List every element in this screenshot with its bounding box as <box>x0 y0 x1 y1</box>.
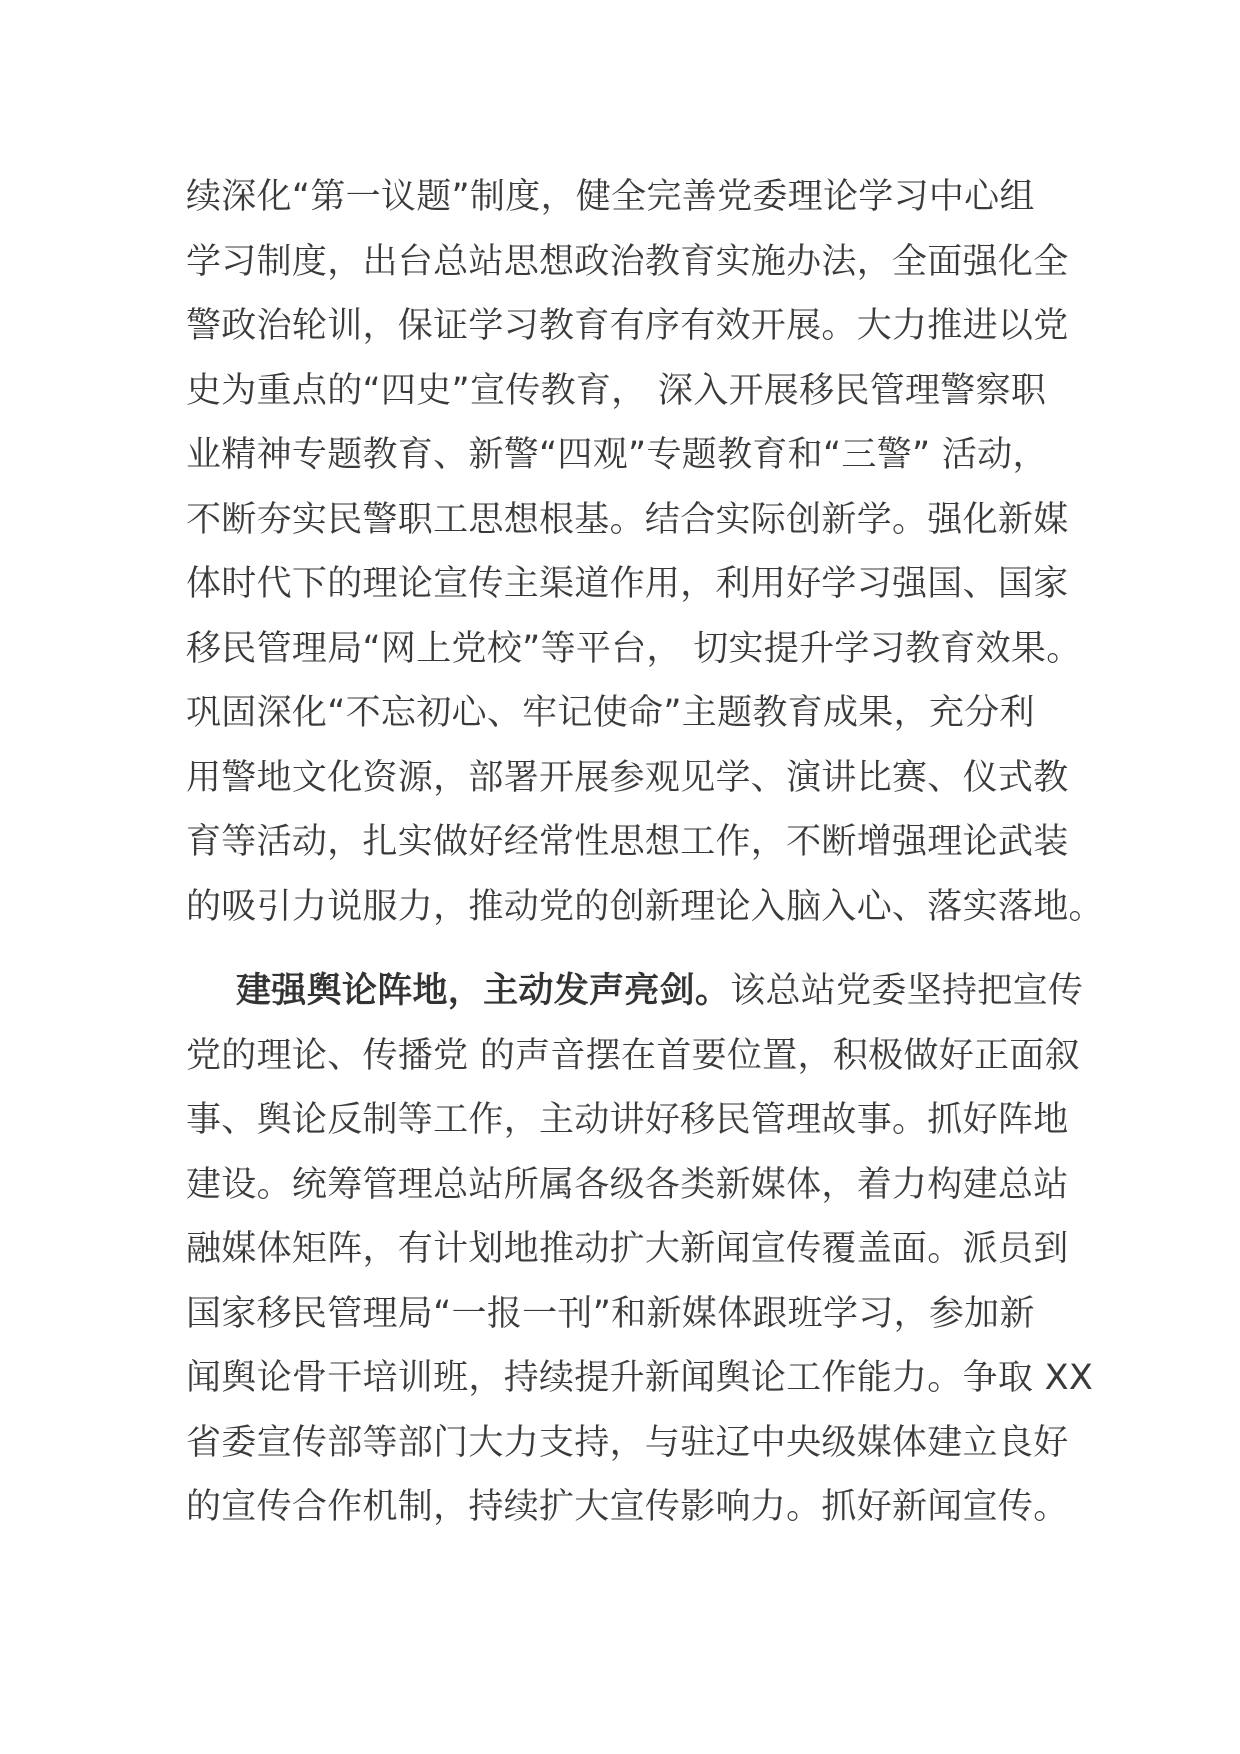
text-line: 党的理论、传播党 的声音摆在首要位置，积极做好正面叙 <box>186 1035 1080 1076</box>
text-line: 学习制度，出台总站思想政治教育实施办法，全面强化全 <box>186 241 1069 282</box>
text-line: 建设。统筹管理总站所属各级各类新媒体，着力构建总站 <box>186 1164 1069 1205</box>
text-line: 事、舆论反制等工作，主动讲好移民管理故事。抓好阵地 <box>186 1100 1069 1140</box>
text-line: 的吸引力说服力，推动党的创新理论入脑入心、落实落地。 <box>186 886 1104 927</box>
text-line: 移民管理局“网上党校”等平台， 切实提升学习教育效果。 <box>186 628 1082 669</box>
paragraph-2 <box>186 959 1094 1540</box>
paragraph-first-line <box>186 959 1086 1024</box>
text-line: 闻舆论骨干培训班，持续提升新闻舆论工作能力。争取 XX <box>186 1358 1094 1398</box>
text-line: 的宣传合作机制，持续扩大宣传影响力。抓好新闻宣传。 <box>186 1487 1069 1527</box>
text-line: 续深化“第一议题”制度，健全完善党委理论学习中心组 <box>186 177 1035 217</box>
text-line: 警政治轮训，保证学习教育有序有效开展。大力推进以党 <box>186 306 1069 346</box>
document-body <box>186 165 1104 1540</box>
text-line: 育等活动，扎实做好经常性思想工作，不断增强理论武装 <box>186 822 1069 862</box>
text-line: 业精神专题教育、新警“四观”专题教育和“三警” 活动， <box>186 435 1048 475</box>
paragraph-1 <box>186 165 1104 939</box>
text-line: 国家移民管理局“一报一刊”和新媒体跟班学习，参加新 <box>186 1293 1035 1334</box>
text-line: 史为重点的“四史”宣传教育， 深入开展移民管理警察职 <box>186 370 1047 411</box>
text-line: 体时代下的理论宣传主渠道作用，利用好学习强国、国家 <box>186 564 1069 604</box>
text-line: 巩固深化“不忘初心、牢记使命”主题教育成果，充分利 <box>186 693 1035 733</box>
text-line: 不断夯实民警职工思想根基。结合实际创新学。强化新媒 <box>186 499 1069 540</box>
text-segment: 该总站党委坚持把宣传 <box>730 971 1084 1011</box>
paragraph-heading: 建强舆论阵地，主动发声亮剑。 <box>236 971 731 1011</box>
text-line: 用警地文化资源，部署开展参观见学、演讲比赛、仪式教 <box>186 757 1069 798</box>
text-line: 融媒体矩阵，有计划地推动扩大新闻宣传覆盖面。派员到 <box>186 1229 1069 1269</box>
text-line: 省委宣传部等部门大力支持，与驻辽中央级媒体建立良好 <box>186 1422 1069 1463</box>
